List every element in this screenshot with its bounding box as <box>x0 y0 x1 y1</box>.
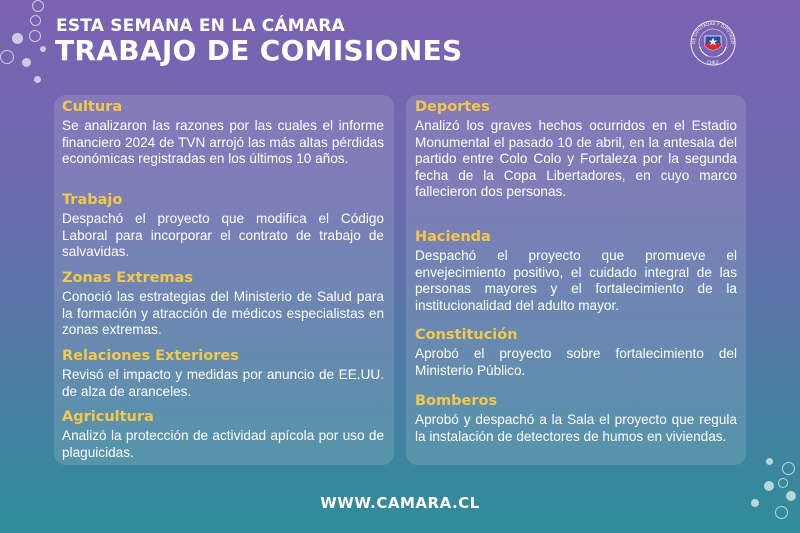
section-constitucion <box>415 326 737 379</box>
page-title: TRABAJO DE COMISIONES <box>55 34 463 67</box>
dot <box>29 30 41 42</box>
dot <box>40 46 46 52</box>
dot <box>782 462 795 475</box>
dot <box>778 478 788 488</box>
section-heading: Relaciones Exteriores <box>62 348 239 364</box>
dot <box>34 76 41 83</box>
section-heading: Constitución <box>415 327 518 343</box>
section-heading: Deportes <box>415 99 490 115</box>
section-body: Aprobó y despachó a la Sala el proyecto que regula la instalación de detectores de humos en viviendas. <box>415 412 737 444</box>
section-body: Revisó el impacto y medidas por anuncio de EE.UU. de alza de aranceles. <box>62 367 384 399</box>
dot <box>32 0 44 12</box>
section-cultura <box>62 98 384 168</box>
section-heading: Hacienda <box>415 229 491 245</box>
camara-seal-icon <box>688 16 738 70</box>
section-body: Se analizaron las razones por las cuales el informe financiero 2024 de TVN arrojó las más altas pérdidas económicas registradas en los últimos 10 años. <box>62 118 384 166</box>
dot <box>0 50 14 64</box>
left-card <box>54 95 394 465</box>
section-agricultura <box>62 408 384 461</box>
section-zonas-extremas <box>62 269 384 339</box>
section-body: Conoció las estrategias del Ministerio de Salud para la formación y atracción de médicos especialistas en zonas extremas. <box>62 289 384 337</box>
section-bomberos <box>415 392 737 445</box>
dot <box>766 458 773 465</box>
section-heading: Bomberos <box>415 393 498 409</box>
section-trabajo <box>62 191 384 261</box>
section-body: Analizó la protección de actividad apícola por uso de plaguicidas. <box>62 428 384 460</box>
section-heading: Zonas Extremas <box>62 270 193 286</box>
section-body: Aprobó el proyecto sobre fortalecimiento del Ministerio Público. <box>415 346 737 378</box>
dot <box>22 58 31 67</box>
logo-text: DE DIPUTADAS Y DIPUTADO <box>690 20 736 45</box>
section-body: Despachó el proyecto que modifica el Código Laboral para incorporar el contrato de trabajo de salvavidas. <box>62 211 384 259</box>
section-heading: Agricultura <box>62 409 154 425</box>
section-deportes <box>415 98 737 201</box>
section-body: Despachó el proyecto que promueve el envejecimiento positivo, el cuidado integral de las personas mayores y el fortalecimiento de la institucionalidad del adulto mayor. <box>415 248 737 313</box>
dot <box>764 481 774 491</box>
section-heading: Trabajo <box>62 192 123 208</box>
svg-text:CHILE: CHILE <box>707 60 719 65</box>
section-heading: Cultura <box>62 99 123 115</box>
footer-website-link[interactable]: WWW.CAMARA.CL <box>320 494 480 512</box>
section-body: Analizó los graves hechos ocurridos en el Estadio Monumental el pasado 10 de abril, en la antesala del partido entre Colo Colo y Fortaleza por la segunda fecha de la Copa Libertadores, en cuyo marco fallecieron dos personas. <box>415 118 737 199</box>
dot <box>12 33 23 44</box>
section-hacienda <box>415 228 737 314</box>
section-relaciones-exteriores <box>62 347 384 400</box>
dot <box>30 15 41 26</box>
header-kicker: ESTA SEMANA EN LA CÁMARA <box>56 16 345 36</box>
right-card <box>406 95 746 465</box>
